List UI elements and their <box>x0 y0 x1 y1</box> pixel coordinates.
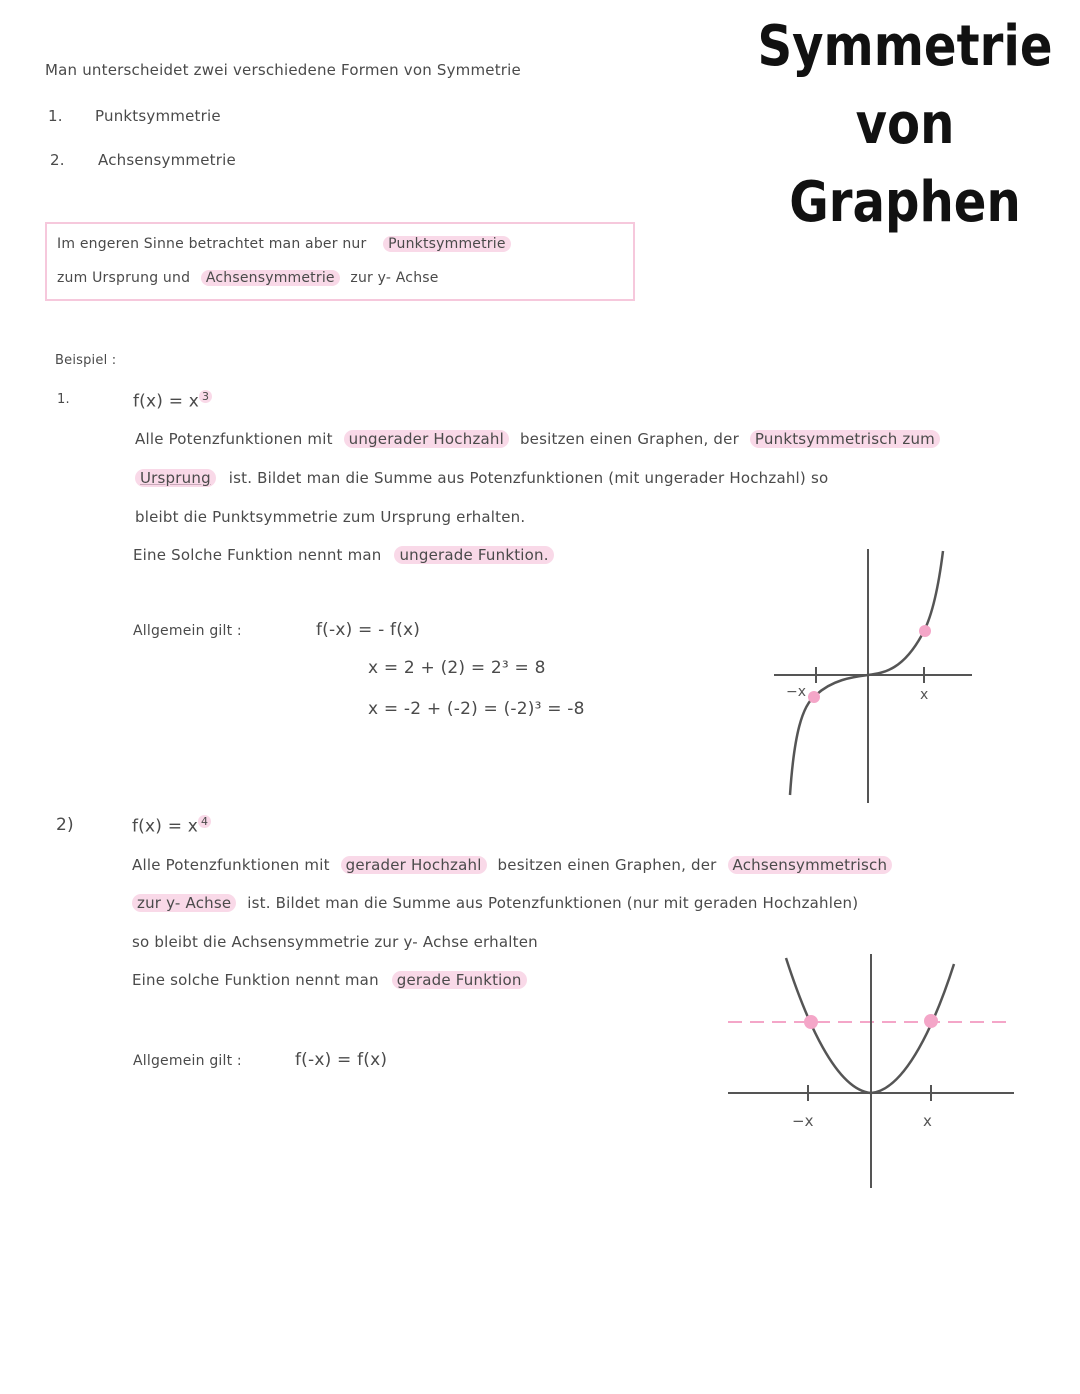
ex1-l2-text: ist. Bildet man die Summe aus Potenzfunktionen (mit ungerader Hochzahl) so <box>228 469 829 487</box>
ex1-l2-highlight: Ursprung <box>135 469 216 487</box>
ex1-line-1 <box>135 430 940 448</box>
example-label: Beispiel : <box>55 353 117 368</box>
cubic-graph <box>772 545 972 805</box>
ex1-formula <box>133 390 212 412</box>
ex1-l1-mid: besitzen einen Graphen, der <box>519 430 739 448</box>
box-line2-post: zur y- Achse <box>350 270 439 286</box>
parabola-label-neg: −x <box>792 1112 814 1130</box>
ex2-l1-highlight-2: Achsensymmetrisch <box>728 856 893 874</box>
ex2-line-4 <box>132 971 527 989</box>
cubic-label-neg: −x <box>786 684 807 700</box>
box-line1-highlight: Punktsymmetrie <box>383 236 511 252</box>
ex2-line-1 <box>132 856 892 874</box>
page-title <box>755 8 1056 242</box>
box-line2-text: zum Ursprung und <box>57 270 191 286</box>
title-line-3: Graphen <box>789 170 1021 235</box>
ex2-l1-highlight-1: gerader Hochzahl <box>341 856 487 874</box>
ex2-l1-text: Alle Potenzfunktionen mit <box>132 856 330 874</box>
parabola-graph <box>726 950 1016 1190</box>
ex1-l1-highlight-1: ungerader Hochzahl <box>344 430 509 448</box>
ex2-rule: f(-x) = f(x) <box>295 1050 388 1070</box>
title-line-1: Symmetrie <box>757 14 1053 79</box>
ex1-exponent: 3 <box>199 390 212 403</box>
ex2-l2-highlight: zur y- Achse <box>132 894 236 912</box>
ex2-formula <box>132 815 211 837</box>
ex2-l4-text: Eine solche Funktion nennt man <box>132 971 379 989</box>
definition-box <box>45 222 635 301</box>
box-line1-text: Im engeren Sinne betrachtet man aber nur <box>57 236 367 252</box>
title-line-2: von <box>855 92 955 157</box>
ex1-l4-highlight: ungerade Funktion. <box>394 546 553 564</box>
intro-item2: Achsensymmetrie <box>98 151 236 169</box>
ex1-number: 1. <box>57 392 70 407</box>
ex2-line-2 <box>132 894 858 912</box>
box-line-1 <box>57 236 511 252</box>
ex2-l4-highlight: gerade Funktion <box>392 971 527 989</box>
ex2-l2-text: ist. Bildet man die Summe aus Potenzfunktionen (nur mit geraden Hochzahlen) <box>247 894 859 912</box>
ex1-line-3: bleibt die Punktsymmetrie zum Ursprung erhalten. <box>135 508 526 526</box>
intro-item1: Punktsymmetrie <box>95 107 221 125</box>
ex2-exponent: 4 <box>198 815 211 828</box>
ex1-general-label: Allgemein gilt : <box>133 623 242 639</box>
ex1-line-4 <box>133 546 554 564</box>
cubic-point-pos <box>919 625 931 637</box>
ex1-l1-highlight-2: Punktsymmetrisch zum <box>750 430 940 448</box>
ex1-l1-text: Alle Potenzfunktionen mit <box>135 430 333 448</box>
ex1-rule: f(-x) = - f(x) <box>316 620 421 640</box>
box-line2-highlight: Achsensymmetrie <box>201 270 340 286</box>
cubic-point-neg <box>808 691 820 703</box>
cubic-curve <box>790 551 943 795</box>
ex1-calc-1: x = 2 + (2) = 2³ = 8 <box>368 658 546 678</box>
intro-text: Man unterscheidet zwei verschiedene Formen von Symmetrie <box>45 61 521 79</box>
parabola-point-neg <box>804 1015 818 1029</box>
intro-item2-num: 2. <box>50 151 65 169</box>
ex1-formula-text: f(x) = x <box>133 391 200 412</box>
parabola-label-pos: x <box>923 1112 932 1130</box>
ex1-l4-text: Eine Solche Funktion nennt man <box>133 546 382 564</box>
ex2-l1-mid: besitzen einen Graphen, der <box>497 856 717 874</box>
box-line-2 <box>57 270 439 286</box>
cubic-label-pos: x <box>920 687 929 703</box>
ex2-number: 2) <box>56 815 74 835</box>
ex2-formula-text: f(x) = x <box>132 816 199 837</box>
ex1-calc-2: x = -2 + (-2) = (-2)³ = -8 <box>368 699 585 719</box>
ex1-line-2 <box>135 469 828 487</box>
ex2-general-label: Allgemein gilt : <box>133 1053 242 1069</box>
ex2-line-3: so bleibt die Achsensymmetrie zur y- Achse erhalten <box>132 933 538 951</box>
parabola-point-pos <box>924 1014 938 1028</box>
intro-item1-num: 1. <box>48 107 63 125</box>
